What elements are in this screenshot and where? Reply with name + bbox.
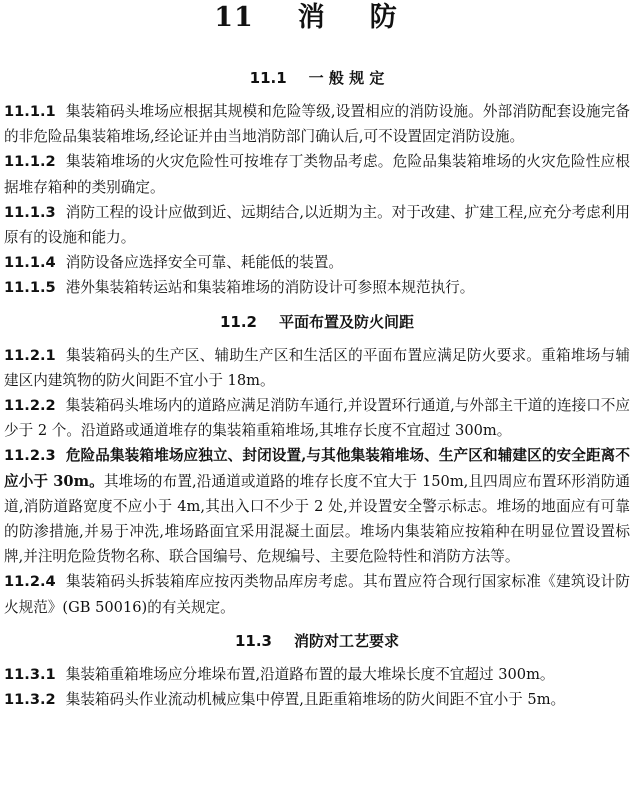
clause-text: 消防工程的设计应做到近、远期结合,以近期为主。对于改建、扩建工程,应充分考虑利用原有的设施和能力。	[4, 203, 630, 247]
section-number: 11.3	[234, 631, 272, 650]
section-title	[4, 313, 630, 331]
document-page	[0, 3, 636, 810]
clause	[4, 200, 630, 250]
clause-text: 集装箱码头的生产区、辅助生产区和生活区的平面布置应满足防火要求。重箱堆场与辅建区内建筑物的防火间距不宜小于 18m。	[4, 346, 630, 389]
clause	[4, 687, 630, 712]
clause-number: 11.2.3	[4, 447, 56, 465]
clause-text: 集装箱重箱堆场应分堆垛布置,沿道路布置的最大堆垛长度不宜超过 300m。	[65, 665, 555, 683]
chapter-number: 11	[214, 2, 254, 33]
clause	[4, 343, 630, 393]
clause-text: 集装箱码头作业流动机械应集中停置,且距重箱堆场的防火间距不宜小于 5m。	[65, 691, 566, 709]
clause-number: 11.3.1	[4, 665, 56, 683]
clause-number: 11.2.1	[4, 346, 56, 364]
section-title-text: 一 般 规 定	[308, 69, 385, 87]
clause	[4, 250, 630, 275]
clause	[4, 569, 630, 619]
clause-number: 11.1.4	[4, 254, 56, 272]
clause-text: 港外集装箱转运站和集装箱堆场的消防设计可参照本规范执行。	[65, 279, 475, 297]
section-title-text: 消防对工艺要求	[294, 631, 400, 650]
clause-text: 其堆场的布置,沿通道或道路的堆存长度不宜大于 150m,且四周应布置环形消防通道,消防道路宽度不应小于 4m,其出入口不少于 2 处,并设置安全警示标志。堆场的地面应有可靠的防渗措施,并易于冲洗,堆场路面宜采用混凝土面层。堆场内集装箱应按箱种在明显位置设置标牌,并注明危险货物名称、联合国编号、危规编号、主要危险特性和消防方法等。	[4, 472, 630, 566]
section-number: 11.2	[219, 312, 257, 331]
clause-text: 消防设备应选择安全可靠、耗能低的装置。	[65, 254, 344, 272]
section-title	[4, 632, 630, 650]
clause-number: 11.2.4	[4, 573, 56, 591]
clause-number: 11.1.1	[4, 103, 56, 120]
clause	[4, 149, 630, 199]
chapter-title-char: 消	[297, 2, 326, 33]
chapter-title	[4, 3, 630, 33]
clause-number: 11.1.5	[4, 279, 56, 297]
clause-number: 11.1.2	[4, 153, 56, 171]
section-title-text: 平面布置及防火间距	[279, 312, 415, 331]
clause	[4, 393, 630, 443]
clause-number: 11.2.2	[4, 397, 56, 415]
chapter-title-char: 防	[369, 2, 398, 33]
clause-text: 集装箱码头拆装箱库应按丙类物品库房考虑。其布置应符合现行国家标准《建筑设计防火规范》(GB 50016)的有关规定。	[4, 573, 630, 616]
clause	[4, 662, 630, 687]
section-number: 11.1	[249, 69, 287, 87]
clause-list	[4, 343, 630, 620]
clause-number: 11.3.2	[4, 691, 56, 709]
clause-text: 集装箱码头堆场内的道路应满足消防车通行,并设置环行通道,与外部主干道的连接口不应少于 2 个。沿道路或通道堆存的集装箱重箱堆场,其堆存长度不宜超过 300m。	[4, 397, 630, 440]
clause	[4, 99, 630, 149]
clause-number: 11.1.3	[4, 203, 56, 221]
clause	[4, 443, 630, 569]
clause-list	[4, 99, 630, 301]
clause-list	[4, 662, 630, 712]
clause-text: 集装箱码头堆场应根据其规模和危险等级,设置相应的消防设施。外部消防配套设施完备的非危险品集装箱堆场,经论证并由当地消防部门确认后,可不设置固定消防设施。	[4, 103, 630, 146]
section-title	[4, 69, 630, 87]
clause-text: 集装箱堆场的火灾危险性可按堆存丁类物品考虑。危险品集装箱堆场的火灾危险性应根据堆存箱种的类别确定。	[4, 153, 630, 196]
clause-bold-text: 危险品集装箱堆场应独立、封闭设置,与其他集装箱堆场、生产区和辅建区的安全距离不应小于 30m。	[4, 447, 630, 490]
clause	[4, 275, 630, 300]
